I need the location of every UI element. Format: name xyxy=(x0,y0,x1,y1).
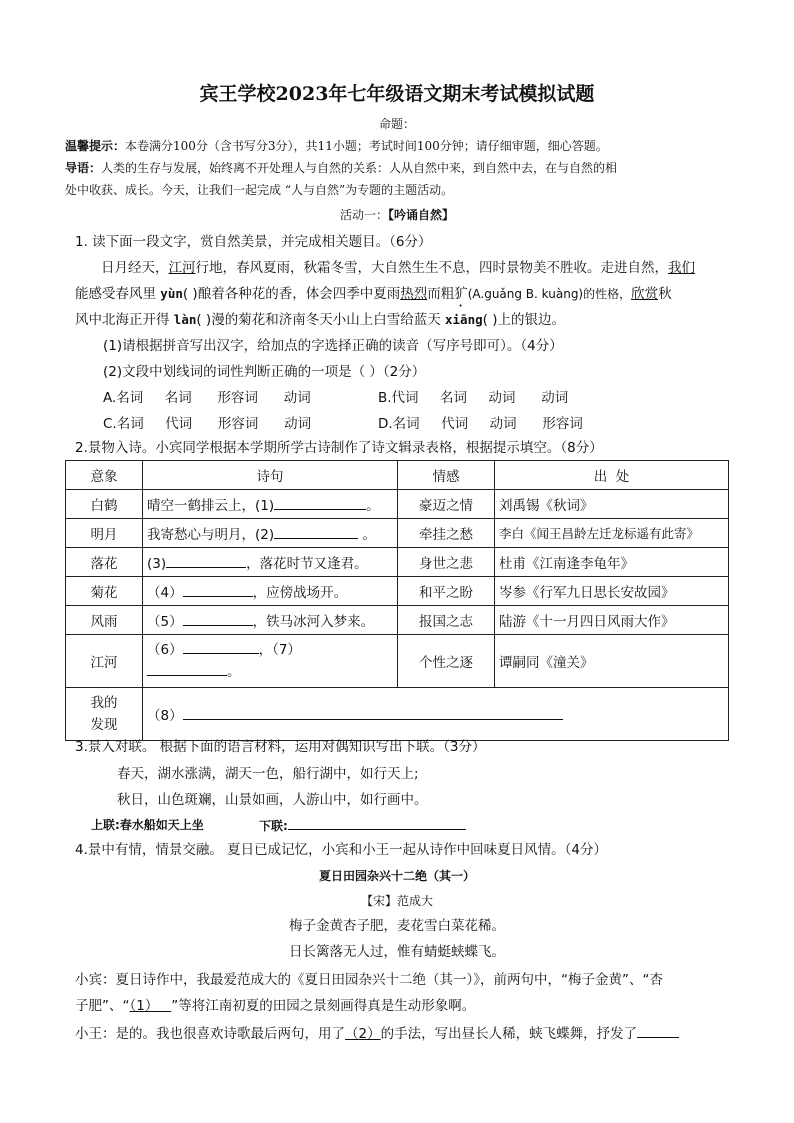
col-header-image: 意象 xyxy=(66,461,143,490)
guide-line-2: 处中收获、成长。今天，让我们一起完成 “人与自然”为专题的主题活动。 xyxy=(65,183,454,197)
poem-line-1: 梅子金黄杏子肥，麦花雪白菜花稀。 xyxy=(289,918,505,934)
activity-heading xyxy=(0,205,794,225)
verse-text: ，铁马冰河入梦来。 xyxy=(252,614,375,630)
answer-blank-1[interactable] xyxy=(274,495,366,510)
q1-option-c: C.名词 代词 形容词 动词 xyxy=(103,416,312,432)
lower-couplet-blank[interactable] xyxy=(288,815,466,830)
cell-emotion: 身世之悲 xyxy=(398,548,495,577)
table-row-discovery xyxy=(66,688,729,741)
cell-source: 陆游《十一月四日风雨大作》 xyxy=(495,606,729,635)
activity-name: 【吟诵自然】 xyxy=(388,208,455,222)
answer-blank-7[interactable] xyxy=(147,661,227,676)
answer-blank-q4-2[interactable]: （2） xyxy=(345,1026,381,1042)
verse-text: ，落花时节又逢君。 xyxy=(246,556,368,572)
blank-label: （8） xyxy=(147,708,183,724)
cell-image: 菊花 xyxy=(66,577,143,606)
verse-text: （4） xyxy=(147,585,183,601)
guide-line-1 xyxy=(65,158,617,178)
guide-label: 导语： xyxy=(65,161,102,175)
answer-blank-4[interactable] xyxy=(183,582,253,597)
poem-table xyxy=(65,460,729,741)
table-row xyxy=(66,606,729,635)
table-row xyxy=(66,490,729,519)
text-span: 风中北海正开得 xyxy=(75,312,174,328)
text-span: 而粗 xyxy=(427,286,455,302)
text-span: 子肥”、“ xyxy=(75,998,130,1014)
col-header-emotion: 情感 xyxy=(398,461,495,490)
tip-label: 温馨提示： xyxy=(65,139,126,153)
verse-text: （5） xyxy=(147,614,183,630)
verse-text: 我寄愁心与明月，(2) xyxy=(147,527,275,543)
verse-text: （6） xyxy=(147,642,183,658)
cell-source: 刘禹锡《秋词》 xyxy=(495,490,729,519)
cell-emotion: 豪迈之情 xyxy=(398,490,495,519)
text-span: 日月经天， xyxy=(101,260,169,276)
table-row xyxy=(66,577,729,606)
q3-upper-couplet: 上联:春水船如天上坐 xyxy=(91,818,204,832)
answer-blank-2[interactable] xyxy=(274,524,358,539)
verse-text: (3) xyxy=(147,556,167,572)
dotted-char-kuang: 犷 xyxy=(454,286,468,302)
verse-text: 。 xyxy=(366,498,380,514)
table-row xyxy=(66,519,729,548)
lower-label: 下联: xyxy=(259,819,288,833)
cell-verse xyxy=(143,577,398,606)
text-span: 的手法，写出昼长人稀，蛱飞蝶舞，抒发了 xyxy=(380,1026,638,1042)
text-span: 秋 xyxy=(658,286,672,302)
answer-blank-8[interactable] xyxy=(183,705,563,720)
poem-line-2: 日长篱落无人过，惟有蜻蜓蛱蝶飞。 xyxy=(289,944,505,960)
q1-passage-line-2 xyxy=(75,284,672,310)
q2-stem: 2.景物入诗。小宾同学根据本学期所学古诗制作了诗文辑录表格，根据提示填空。（8分） xyxy=(75,440,603,456)
underlined-word-relie: 热烈 xyxy=(400,286,428,302)
cell-emotion: 和平之盼 xyxy=(398,577,495,606)
cell-source: 杜甫《江南逢李龟年》 xyxy=(495,548,729,577)
text-span: 能感受春风里 xyxy=(75,286,161,302)
table-header-row xyxy=(66,461,729,490)
verse-text: ，应傍战场开。 xyxy=(252,585,348,601)
q1-passage-line-1 xyxy=(101,258,695,278)
cell-emotion: 报国之志 xyxy=(398,606,495,635)
q3-material-1: 春天，湖水涨满，湖天一色，船行湖中，如行天上; xyxy=(117,766,419,782)
table-row xyxy=(66,635,729,688)
q3-stem: 3.景入对联。 根据下面的语言材料，运用对偶知识写出下联。（3分） xyxy=(75,739,486,755)
cell-emotion: 个性之逐 xyxy=(398,635,495,688)
cell-image: 白鹤 xyxy=(66,490,143,519)
poem-author: 【宋】范成大 xyxy=(360,894,433,908)
table-row xyxy=(66,548,729,577)
cell-verse xyxy=(143,519,398,548)
tip-line xyxy=(65,136,608,156)
q1-sub1: (1)请根据拼音写出汉字，给加点的字选择正确的读音（写序号即可）。（4分） xyxy=(103,338,563,354)
cell-verse xyxy=(143,606,398,635)
q1-option-d: D.名词 代词 动词 形容词 xyxy=(378,416,583,432)
text-span: ( )漫的菊花和济南冬天小山上白雪给蓝天 xyxy=(196,312,445,328)
q3-material-2: 秋日，山色斑斓，山景如画，人游山中，如行画中。 xyxy=(117,792,428,808)
underlined-word-women: 我们 xyxy=(668,260,695,276)
cell-source: 岑参《行军九日思长安故园》 xyxy=(495,577,729,606)
pinyin-lan: làn xyxy=(173,312,197,327)
tip-text: 本卷满分100分（含书写分3分），共11小题；考试时间100分钟；请仔细审题，细心答题。 xyxy=(125,139,608,153)
col-header-source: 出 处 xyxy=(495,461,729,490)
cell-image: 明月 xyxy=(66,519,143,548)
text-span: 小王：是的。我也很喜欢诗歌最后两句，用了 xyxy=(75,1026,345,1042)
text-span: ( )上的银边。 xyxy=(482,312,565,328)
text-span: 行地，春风夏雨，秋霜冬雪，大自然生生不息，四时景物美不胜收。走进自然， xyxy=(195,260,668,276)
cell-source: 谭嗣同《潼关》 xyxy=(495,635,729,688)
guide-text-1: 人类的生存与发展，始终离不开处理人与自然的关系：人从自然中来，到自然中去，在与自然的相 xyxy=(101,161,618,175)
cell-my-discovery-label xyxy=(66,688,143,741)
cell-verse xyxy=(143,635,398,688)
answer-blank-5[interactable] xyxy=(183,611,253,626)
q1-option-b: B.代词 名词 动词 动词 xyxy=(378,390,569,406)
cell-image: 风雨 xyxy=(66,606,143,635)
verse-text: ，（7） xyxy=(258,642,301,658)
activity-prefix: 活动一： xyxy=(339,208,388,222)
col-header-verse: 诗句 xyxy=(143,461,398,490)
text-span: ”等将江南初夏的田园之景刻画得真是生动形象啊。 xyxy=(171,998,476,1014)
underlined-word-xinshang: 欣赏 xyxy=(631,286,659,302)
q4-stem: 4.景中有情，情景交融。 夏日已成记忆，小宾和小王一起从诗作中回味夏日风情。（4分） xyxy=(75,842,608,858)
label-part: 发现 xyxy=(90,717,118,733)
dialogue-xiaobin-1: 小宾：夏日诗作中，我最爱范成大的《夏日田园杂兴十二绝（其一）》，前两句中，“梅子金黄”、“杏 xyxy=(75,972,663,988)
cell-source: 李白《闻王昌龄左迁龙标遥有此寄》 xyxy=(495,519,729,548)
cell-my-discovery-answer xyxy=(143,688,729,741)
text-span: ( )酿着各种花的香，体会四季中夏雨 xyxy=(182,286,401,302)
poem-title: 夏日田园杂兴十二绝（其一） xyxy=(318,869,475,883)
cell-emotion: 牵挂之愁 xyxy=(398,519,495,548)
verse-text: 。 xyxy=(227,664,241,680)
pinyin-yun: yùn xyxy=(160,286,183,301)
verse-text: 。 xyxy=(358,527,376,543)
page-title: 宾王学校2023年七年级语文期末考试模拟试题 xyxy=(199,83,595,105)
verse-text: 晴空一鹤排云上，(1) xyxy=(147,498,275,514)
q3-lower-couplet xyxy=(259,815,466,836)
q1-passage-line-3 xyxy=(75,310,565,330)
cell-verse xyxy=(143,548,398,577)
q1-sub2: (2)文段中划线词的词性判断正确的一项是（ ）（2分） xyxy=(103,364,426,380)
author-line: 命题： xyxy=(378,117,415,131)
answer-blank-q4-3[interactable] xyxy=(637,1023,679,1038)
underlined-word-jianghe: 江河 xyxy=(168,260,196,276)
cell-image: 江河 xyxy=(66,635,143,688)
label-part: 我的 xyxy=(90,695,118,711)
answer-blank-q4-1[interactable]: （1） xyxy=(129,998,172,1014)
pinyin-xiang: xiāng xyxy=(445,312,483,327)
answer-blank-3[interactable] xyxy=(166,553,246,568)
q1-stem: 1. 读下面一段文字，赏自然美景，并完成相关题目。（6分） xyxy=(75,234,432,250)
q1-option-a: A.名词 名词 形容词 动词 xyxy=(103,390,311,406)
text-span: (A.guǎng B. kuàng)的性格， xyxy=(467,287,632,301)
cell-verse xyxy=(143,490,398,519)
dialogue-xiaobin-2 xyxy=(75,996,475,1016)
cell-image: 落花 xyxy=(66,548,143,577)
dialogue-xiaowang xyxy=(75,1023,679,1044)
answer-blank-6[interactable] xyxy=(183,639,259,654)
